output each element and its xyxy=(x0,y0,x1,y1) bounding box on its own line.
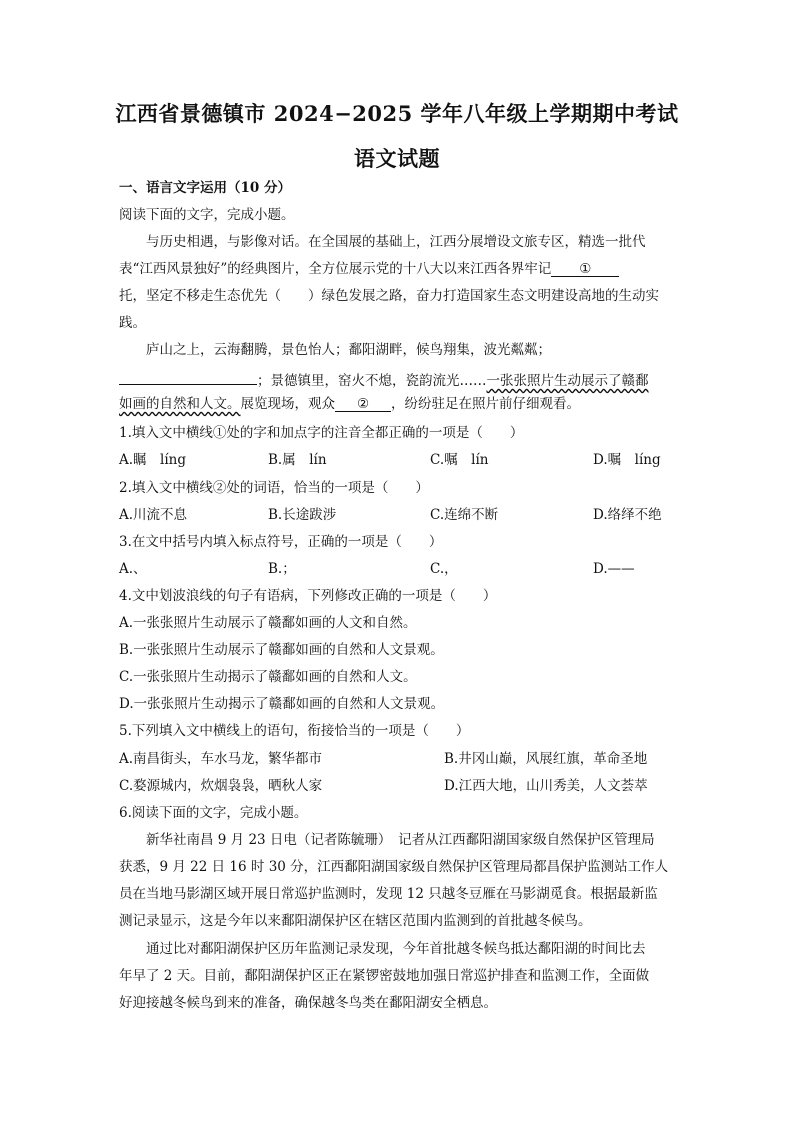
article-line: 年早了 2 天。目前，鄱阳湖保护区正在紧锣密鼓地加强日常巡护排查和监测工作，全面做 xyxy=(119,968,650,984)
blank-long xyxy=(119,368,257,385)
option-c[interactable]: C.一张张照片生动揭示了赣鄱如画的自然和人文。 xyxy=(119,669,417,685)
option-b[interactable]: B.； xyxy=(268,561,296,577)
passage-text: 展览现场，观众 xyxy=(240,396,335,412)
option-c[interactable]: C.婺源城内，炊烟袅袅，晒秋人家 xyxy=(119,778,323,794)
article-line: 通过比对鄱阳湖保护区历年监测记录发现，今年首批越冬候鸟抵达鄱阳湖的时间比去 xyxy=(146,941,646,957)
passage-line: 托，坚定不移走生态优先（ ）绿色发展之路，奋力打造国家生态文明建设高地的生动实 xyxy=(119,288,659,304)
option-b[interactable]: B.井冈山巅，风展红旗，革命圣地 xyxy=(444,751,648,767)
passage-line xyxy=(119,368,649,390)
option-b[interactable]: B.一张张照片生动展示了赣鄱如画的自然和人文景观。 xyxy=(119,642,444,658)
option-a[interactable]: A.一张张照片生动展示了赣鄱如画的人文和自然。 xyxy=(119,615,417,631)
exam-title: 江西省景德镇市 2024−2025 学年八年级上学期期中考试 xyxy=(115,101,679,126)
article-line: 新华社南昌 9 月 23 日电（记者陈毓珊） 记者从江西鄱阳湖国家级自然保护区管理局 xyxy=(146,832,655,848)
question-stem: 3.在文中括号内填入标点符号，正确的一项是（ ） xyxy=(119,534,443,550)
passage-line xyxy=(119,395,580,413)
option-c[interactable]: C.连绵不断 xyxy=(430,507,499,523)
option-a[interactable]: A.瞩 líng xyxy=(119,452,187,468)
question-stem: 6.阅读下面的文字，完成小题。 xyxy=(119,805,308,821)
exam-subtitle: 语文试题 xyxy=(354,146,440,171)
question-stem: 4.文中划波浪线的句子有语病，下列修改正确的一项是（ ） xyxy=(119,588,497,604)
question-stem: 1.填入文中横线①处的字和加点字的注音全都正确的一项是（ ） xyxy=(119,425,524,441)
article-line: 获悉，9 月 22 日 16 时 30 分，江西鄱阳湖国家级自然保护区管理局都昌保护监测站工作人 xyxy=(119,859,669,875)
wavy-sentence: 如画的自然和人文。 xyxy=(119,396,241,412)
passage-line: 践。 xyxy=(119,315,146,331)
option-a[interactable]: A.川流不息 xyxy=(119,507,188,523)
option-b[interactable]: B.长途跋涉 xyxy=(268,507,337,523)
option-d[interactable]: D.江西大地，山川秀美，人文荟萃 xyxy=(444,778,648,794)
article-line: 测记录显示，这是今年以来鄱阳湖保护区在辖区范围内监测到的首批越冬候鸟。 xyxy=(119,913,592,929)
reading-intro: 阅读下面的文字，完成小题。 xyxy=(119,207,295,223)
passage-line: 与历史相遇，与影像对话。在全国展的基础上，江西分展增设文旅专区，精选一批代 xyxy=(146,234,646,250)
article-line: 员在当地马影湖区域开展日常巡护监测时，发现 12 只越冬豆雁在马影湖觅食。根据最新监 xyxy=(119,886,658,902)
passage-text: ，纷纷驻足在照片前仔细观看。 xyxy=(391,396,580,412)
article-line: 好迎接越冬候鸟到来的准备，确保越冬鸟类在鄱阳湖安全栖息。 xyxy=(119,995,497,1011)
option-d[interactable]: D.嘱 líng xyxy=(593,452,661,468)
question-stem: 2.填入文中横线②处的词语，恰当的一项是（ ） xyxy=(119,480,429,496)
wavy-sentence: 一张张照片生动展示了赣鄱 xyxy=(486,373,649,389)
option-c[interactable]: C.， xyxy=(430,561,458,577)
option-c[interactable]: C.嘱 lín xyxy=(430,452,489,468)
blank-2: ② xyxy=(335,395,391,412)
option-a[interactable]: A.、 xyxy=(119,561,147,577)
option-d[interactable]: D.—— xyxy=(593,561,635,577)
option-b[interactable]: B.属 lín xyxy=(268,452,327,468)
passage-text: 表“江西风景独好”的经典图片，全方位展示党的十八大以来江西各界牢记 xyxy=(119,261,552,277)
option-a[interactable]: A.南昌街头，车水马龙，繁华都市 xyxy=(119,751,323,767)
passage-line: 庐山之上，云海翻腾，景色怡人；鄱阳湖畔，候鸟翔集，波光粼粼； xyxy=(146,342,551,358)
passage-line xyxy=(119,260,619,278)
section-heading: 一、语言文字运用（10 分） xyxy=(119,180,291,196)
option-d[interactable]: D.络绎不绝 xyxy=(593,507,662,523)
blank-1: ① xyxy=(551,260,619,277)
passage-text: ；景德镇里，窑火不熄，瓷韵流光…… xyxy=(257,373,487,389)
question-stem: 5.下列填入文中横线上的语句，衔接恰当的一项是（ ） xyxy=(119,723,470,739)
option-d[interactable]: D.一张张照片生动揭示了赣鄱如画的自然和人文景观。 xyxy=(119,696,445,712)
